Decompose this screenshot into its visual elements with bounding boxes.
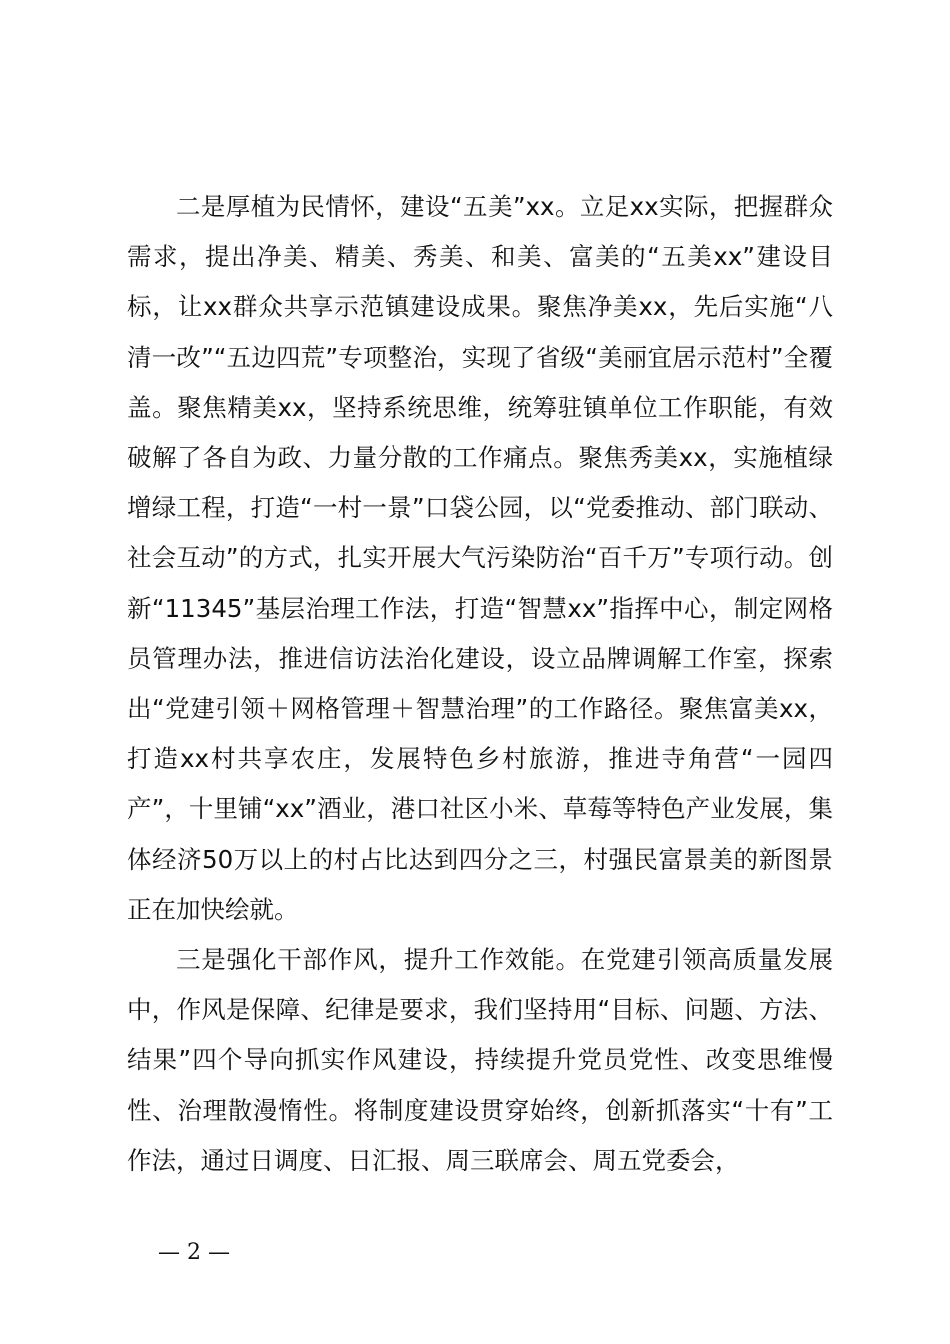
page-number: — 2 — — [158, 1240, 230, 1265]
document-body — [127, 182, 833, 1186]
paragraph-wumei: 二是厚植为民情怀，建设“五美”xx。立足xx实际，把握群众需求，提出净美、精美、秀美、和美、富美的“五美xx”建设目标，让xx群众共享示范镇建设成果。聚焦净美xx，先后实施“八清一改”“五边四荒”专项整治，实现了省级“美丽宜居示范村”全覆盖。聚焦精美xx，坚持系统思维，统筹驻镇单位工作职能，有效破解了各自为政、力量分散的工作痛点。聚焦秀美xx，实施植绿增绿工程，打造“一村一景”口袋公园，以“党委推动、部门联动、社会互动”的方式，扎实开展大气污染防治“百千万”专项行动。创新“11345”基层治理工作法，打造“智慧xx”指挥中心，制定网格员管理办法，推进信访法治化建设，设立品牌调解工作室，探索出“党建引领＋网格管理＋智慧治理”的工作路径。聚焦富美xx，打造xx村共享农庄，发展特色乡村旅游，推进寺角营“一园四产”，十里铺“xx”酒业，港口社区小米、草莓等特色产业发展，集体经济50万以上的村占比达到四分之三，村强民富景美的新图景正在加快绘就。 — [127, 192, 833, 924]
paragraph-zuofeng: 三是强化干部作风，提升工作效能。在党建引领高质量发展中，作风是保障、纪律是要求，我们坚持用“目标、问题、方法、结果”四个导向抓实作风建设，持续提升党员党性、改变思维慢性、治理散漫惰性。将制度建设贯穿始终，创新抓落实“十有”工作法，通过日调度、日汇报、周三联席会、周五党委会， — [127, 945, 833, 1175]
